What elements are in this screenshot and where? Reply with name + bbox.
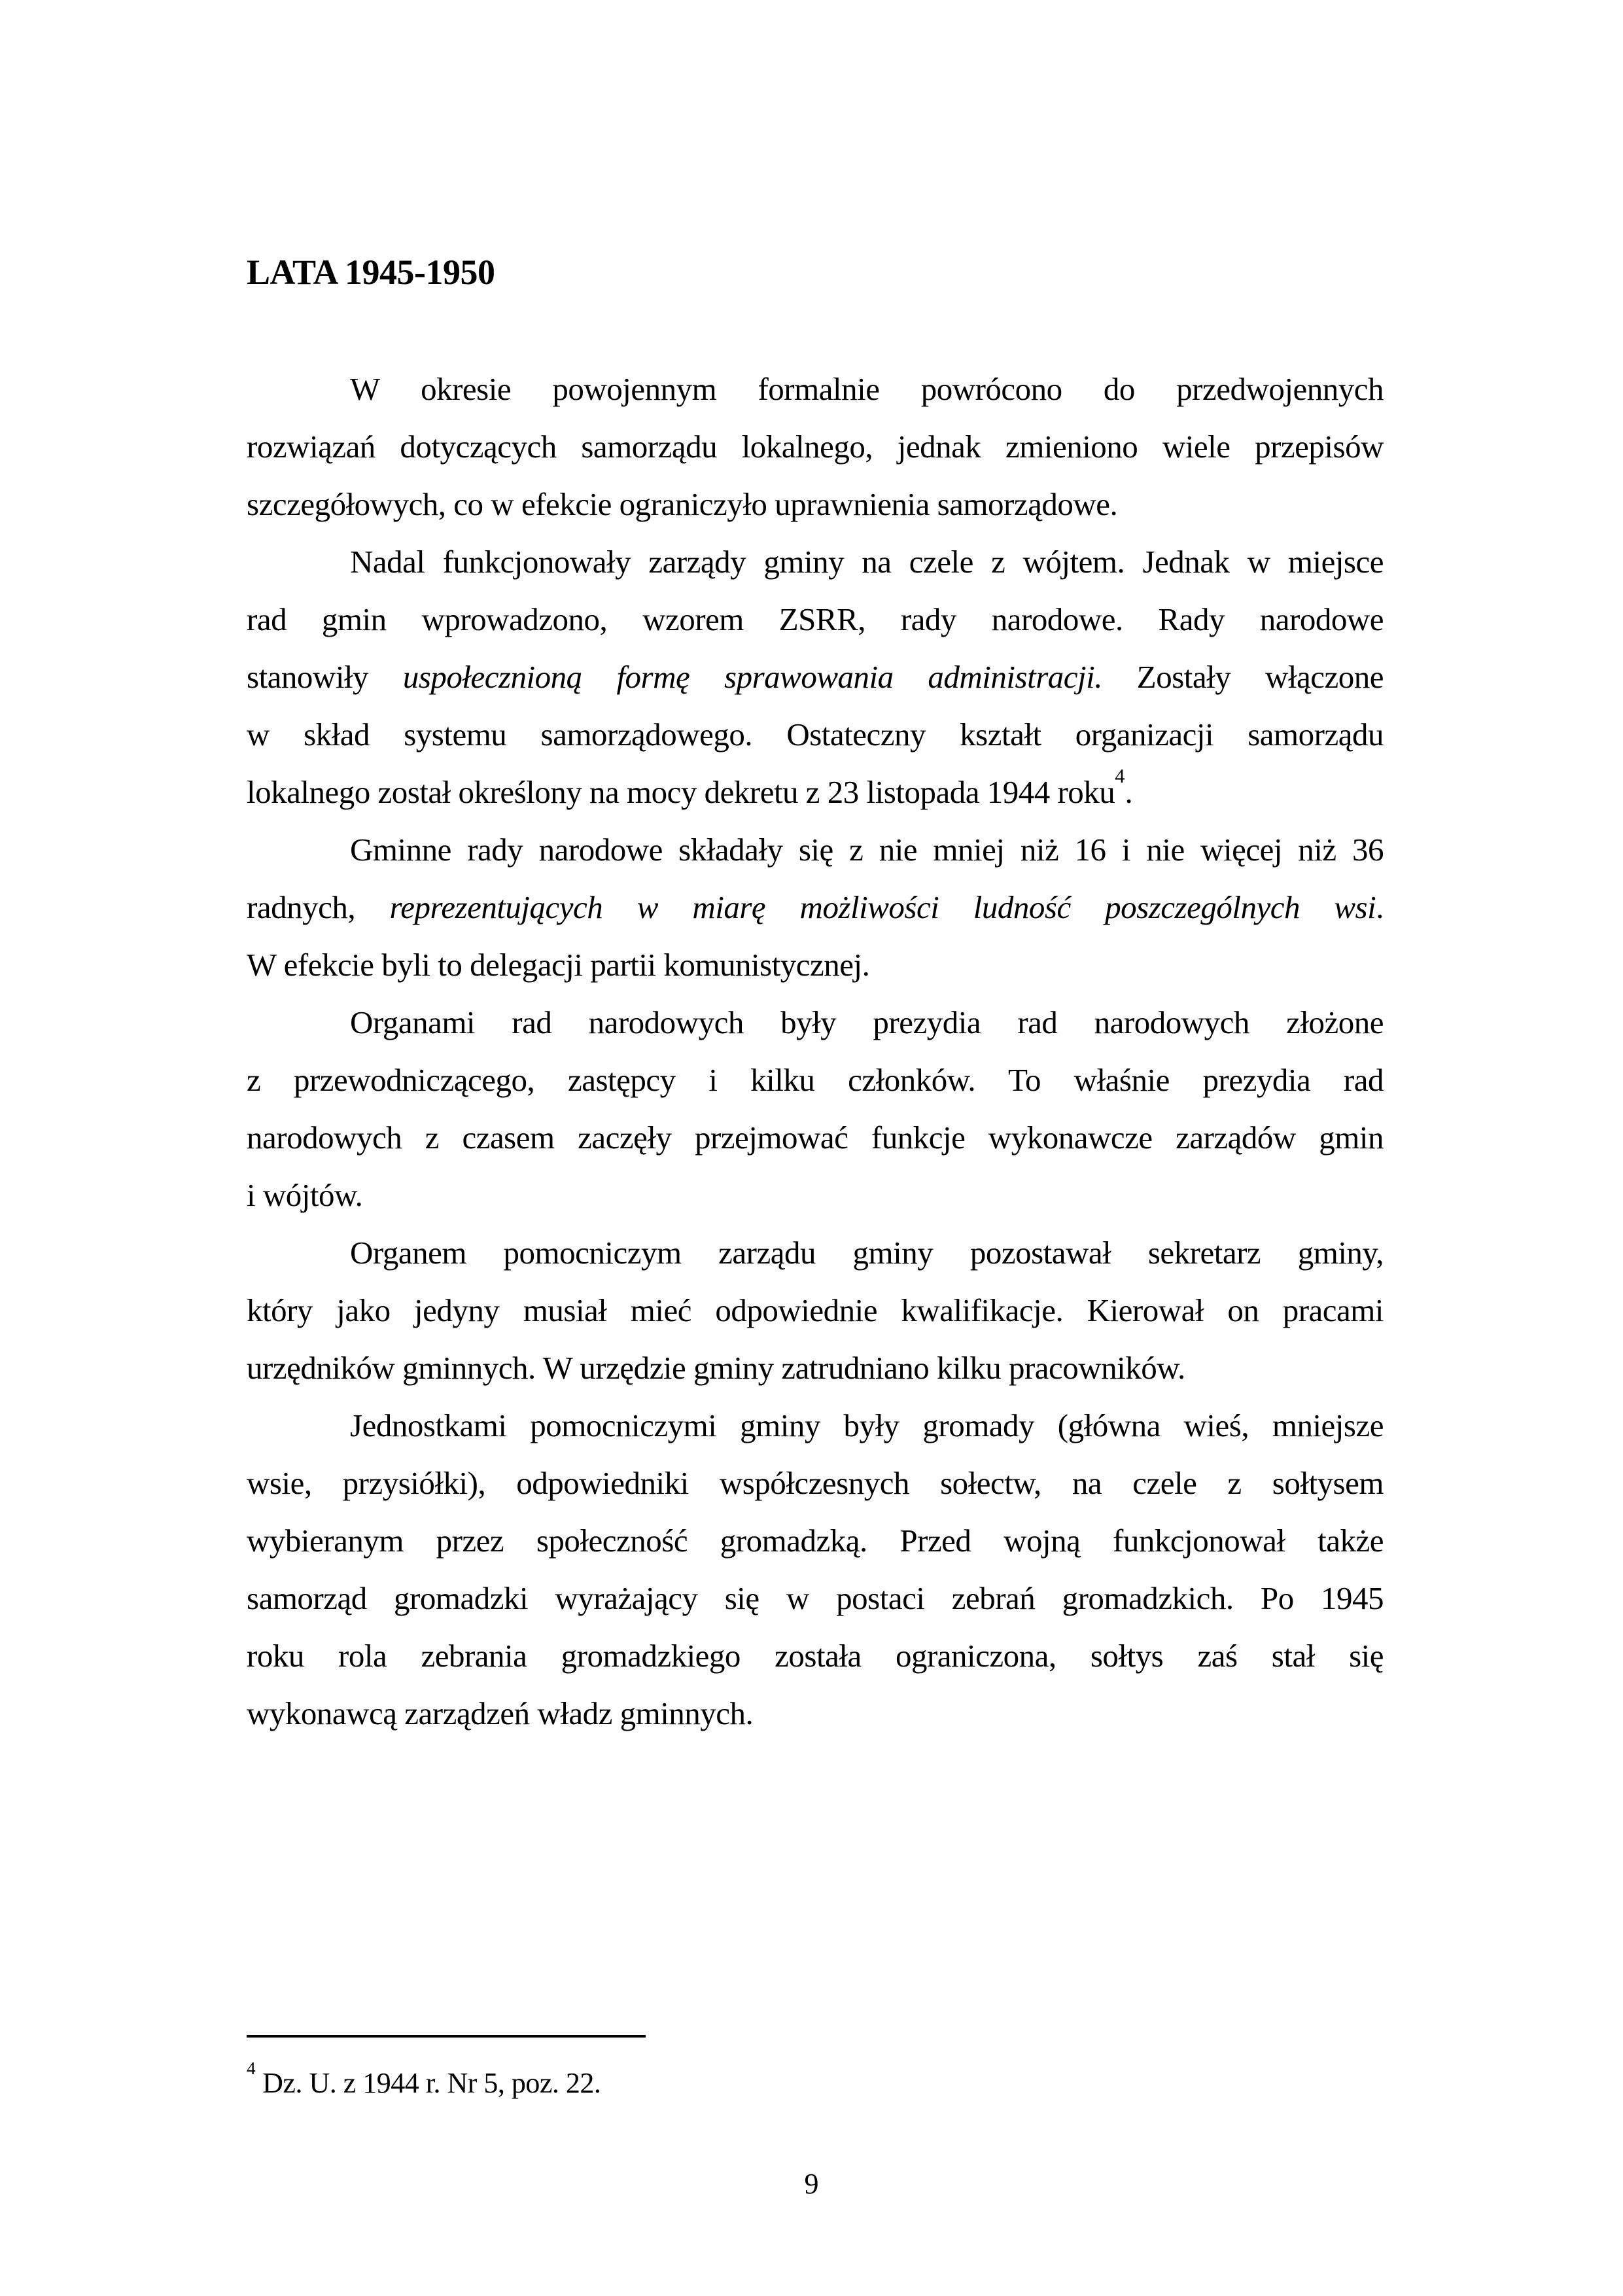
footnote-separator — [247, 2035, 646, 2038]
text-segment: narodowych z czasem zaczęły przejmować funkcje wykonawcze zarządów gmin — [247, 1120, 1384, 1156]
text-line — [247, 1167, 1384, 1224]
footnote-reference: 4 — [1115, 765, 1125, 788]
text-segment: . — [1376, 889, 1384, 925]
page-number: 9 — [804, 2168, 819, 2200]
text-segment: urzędników gminnych. W urzędzie gminy zatrudniano kilku pracowników. — [247, 1350, 1185, 1386]
text-line — [247, 476, 1384, 533]
text-segment: w skład systemu samorządowego. Ostateczny kształt organizacji samorządu — [247, 716, 1384, 752]
text-segment: szczegółowych, co w efekcie ograniczyło uprawnienia samorządowe. — [247, 486, 1118, 522]
text-segment: który jako jedyny musiał mieć odpowiednie kwalifikacje. Kierował on pracami — [247, 1292, 1384, 1328]
paragraph — [247, 994, 1384, 1224]
text-segment: Zostały włączone — [1102, 659, 1384, 695]
text-segment: Organem pomocniczym zarządu gminy pozostawał sekretarz gminy, — [350, 1235, 1384, 1271]
text-line — [247, 1397, 1384, 1455]
text-line — [247, 1339, 1384, 1397]
text-line — [247, 706, 1384, 764]
paragraph — [247, 533, 1384, 821]
text-line — [247, 879, 1384, 936]
text-segment: W efekcie byli to delegacji partii komunistycznej. — [247, 947, 870, 983]
text-line — [247, 418, 1384, 476]
footnote-marker: 4 — [247, 2058, 256, 2079]
paragraphs-container — [247, 361, 1384, 1742]
text-line — [247, 764, 1384, 821]
text-segment: Gminne rady narodowe składały się z nie mniej niż 16 i nie więcej niż 36 — [350, 832, 1384, 868]
text-line — [247, 648, 1384, 706]
text-segment: rad gmin wprowadzono, wzorem ZSRR, rady narodowe. Rady narodowe — [247, 601, 1384, 637]
text-line — [247, 1455, 1384, 1512]
text-segment: samorząd gromadzki wyrażający się w postaci zebrań gromadzkich. Po 1945 — [247, 1580, 1384, 1616]
text-line — [247, 1512, 1384, 1570]
text-line — [247, 1051, 1384, 1109]
italic-segment: uspołecznioną formę sprawowania administracji. — [402, 659, 1102, 695]
text-segment: lokalnego został określony na mocy dekretu z 23 listopada 1944 roku — [247, 774, 1115, 810]
text-segment: roku rola zebrania gromadzkiego została ograniczona, sołtys zaś stał się — [247, 1638, 1384, 1674]
text-line — [247, 1685, 1384, 1742]
text-segment: wykonawcą zarządzeń władz gminnych. — [247, 1695, 754, 1731]
text-line — [247, 994, 1384, 1051]
paragraph — [247, 1224, 1384, 1397]
text-line — [247, 1627, 1384, 1685]
text-segment: W okresie powojennym formalnie powrócono do przedwojennych — [350, 371, 1384, 407]
footnote-text: Dz. U. z 1944 r. Nr 5, poz. 22. — [255, 2067, 601, 2099]
section-heading: LATA 1945-1950 — [247, 253, 495, 292]
paragraph — [247, 1397, 1384, 1742]
text-segment: Jednostkami pomocniczymi gminy były gromady (główna wieś, mniejsze — [350, 1407, 1384, 1443]
paragraph — [247, 361, 1384, 533]
text-line — [247, 1570, 1384, 1627]
italic-segment: reprezentujących w miarę możliwości ludność poszczególnych wsi — [389, 889, 1376, 925]
text-line — [247, 1282, 1384, 1339]
text-segment: wsie, przysiółki), odpowiedniki współczesnych sołectw, na czele z sołtysem — [247, 1465, 1384, 1501]
text-segment: i wójtów. — [247, 1177, 363, 1213]
text-segment: . — [1125, 774, 1133, 810]
text-line — [247, 936, 1384, 994]
text-segment: Nadal funkcjonowały zarządy gminy na czele z wójtem. Jednak w miejsce — [350, 544, 1384, 580]
footnote — [247, 2058, 1384, 2103]
paragraph — [247, 821, 1384, 994]
text-line — [247, 1109, 1384, 1167]
text-segment: radnych, — [247, 889, 390, 925]
text-line — [247, 533, 1384, 591]
text-line — [247, 821, 1384, 879]
text-line — [247, 1224, 1384, 1282]
text-segment: Organami rad narodowych były prezydia rad narodowych złożone — [350, 1004, 1384, 1040]
text-segment: z przewodniczącego, zastępcy i kilku członków. To właśnie prezydia rad — [247, 1062, 1384, 1098]
text-segment: stanowiły — [247, 659, 403, 695]
text-line — [247, 591, 1384, 648]
text-segment: wybieranym przez społeczność gromadzką. Przed wojną funkcjonował także — [247, 1523, 1384, 1559]
text-line — [247, 361, 1384, 418]
text-segment: rozwiązań dotyczących samorządu lokalnego, jednak zmieniono wiele przepisów — [247, 429, 1384, 465]
